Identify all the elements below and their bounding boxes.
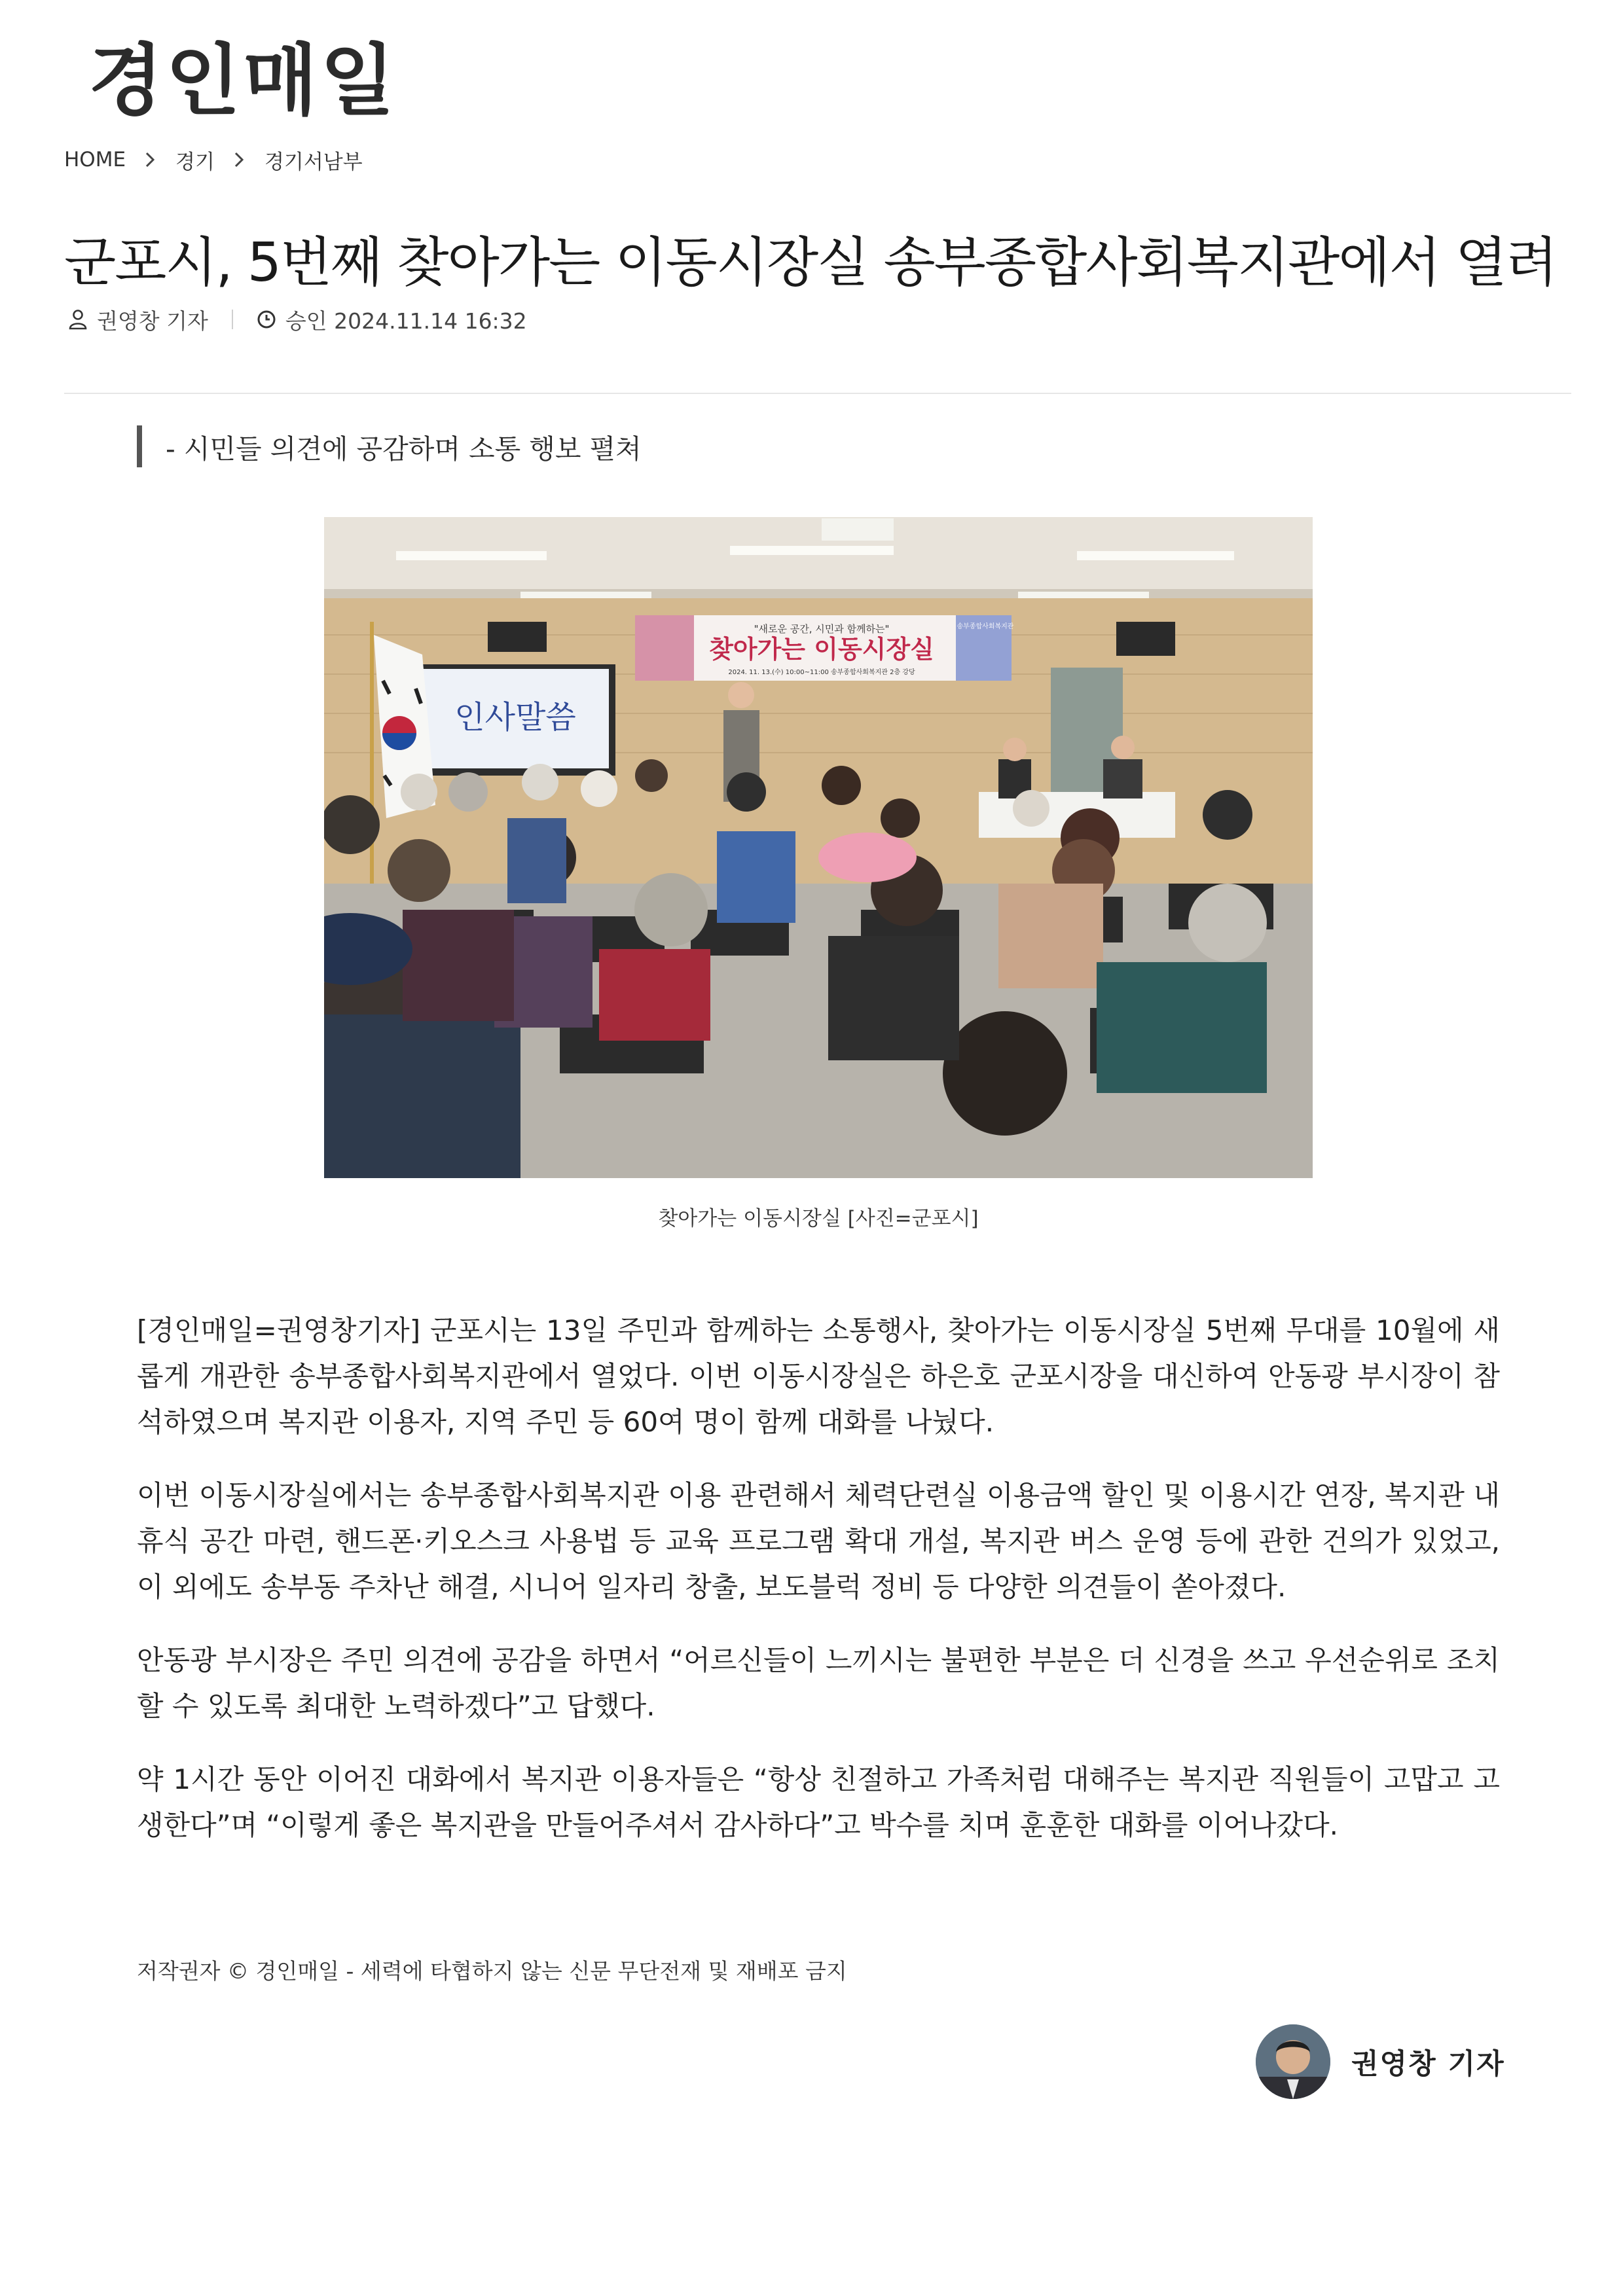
chevron-right-icon [145, 152, 155, 168]
banner-title-text: 찾아가는 이동시장실 [709, 635, 934, 664]
article-subtitle: - 시민들 의견에 공감하며 소통 행보 펼쳐 [137, 425, 642, 467]
author-byline[interactable]: 권영창 기자 [97, 308, 208, 334]
article-title: 군포시, 5번째 찾아가는 이동시장실 송부종합사회복지관에서 열려 [64, 231, 1557, 294]
photo-caption: 찾아가는 이동시장실 [사진=군포시] [658, 1207, 979, 1230]
avatar [1256, 2024, 1330, 2099]
meta-divider [232, 310, 233, 329]
clock-icon [257, 310, 276, 329]
site-logo[interactable]: 경인매일 [88, 35, 397, 126]
paragraph: [경인매일=권영창기자] 군포시는 13일 주민과 함께하는 소통행사, 찾아가는 이동시장실 5번째 무대를 10월에 새롭게 개관한 송부종합사회복지관에서 열었다. 이번 이동시장실은 하은호 군포시장을 대신하여 안동광 부시장이 참석하였으며 복지관 이용자, 지역 주민 등 60여 명이 함께 대화를 나눴다. [137, 1314, 1500, 1438]
chevron-right-icon [234, 152, 244, 168]
paragraph: 약 1시간 동안 이어진 대화에서 복지관 이용자들은 “항상 친절하고 가족처럼 대해주는 복지관 직원들이 고맙고 고생한다”며 “이렇게 좋은 복지관을 만들어주셔서 감사하다”고 박수를 치며 훈훈한 대화를 이어나갔다. [137, 1763, 1500, 1841]
user-icon [68, 309, 88, 330]
header-divider [64, 393, 1571, 394]
approved-datetime: 승인 2024.11.14 16:32 [285, 308, 527, 334]
paragraph: 안동광 부시장은 주민 의견에 공감을 하면서 “어르신들이 느끼시는 불편한 부분은 더 신경을 쓰고 우선순위로 조치할 수 있도록 최대한 노력하겠다”고 답했다. [137, 1644, 1500, 1722]
banner-org-text: 송부종합사회복지관 [957, 623, 1014, 630]
breadcrumb-home-link[interactable]: HOME [64, 148, 126, 171]
breadcrumb [64, 145, 363, 174]
article-body [137, 1308, 1500, 1876]
copyright-notice: 저작권자 © 경인매일 - 세력에 타협하지 않는 신문 무단전재 및 재배포 금지 [137, 1958, 847, 1984]
author-card-name[interactable]: 권영창 기자 [1351, 2047, 1505, 2081]
screen-text: 인사말씀 [454, 699, 576, 736]
banner-sub-text: 2024. 11. 13.(수) 10:00~11:00 송부종합사회복지관 2층 강당 [728, 669, 915, 676]
breadcrumb-subsection-link[interactable]: 경기서남부 [264, 150, 363, 174]
paragraph: 이번 이동시장실에서는 송부종합사회복지관 이용 관련해서 체력단련실 이용금액 할인 및 이용시간 연장, 복지관 내 휴식 공간 마련, 핸드폰·키오스크 사용법 등 교육 프로그램 확대 개설, 복지관 버스 운영 등에 관한 건의가 있었고, 이 외에도 송부동 주차난 해결, 시니어 일자리 창출, 보도블럭 정비 등 다양한 의견들이 쏟아졌다. [137, 1479, 1500, 1603]
article-meta [68, 305, 527, 334]
author-card[interactable] [1256, 2024, 1505, 2100]
breadcrumb-section-link[interactable]: 경기 [175, 150, 215, 174]
article-photo [324, 517, 1313, 1178]
banner-small-text: "새로운 공간, 시민과 함께하는" [754, 623, 890, 635]
